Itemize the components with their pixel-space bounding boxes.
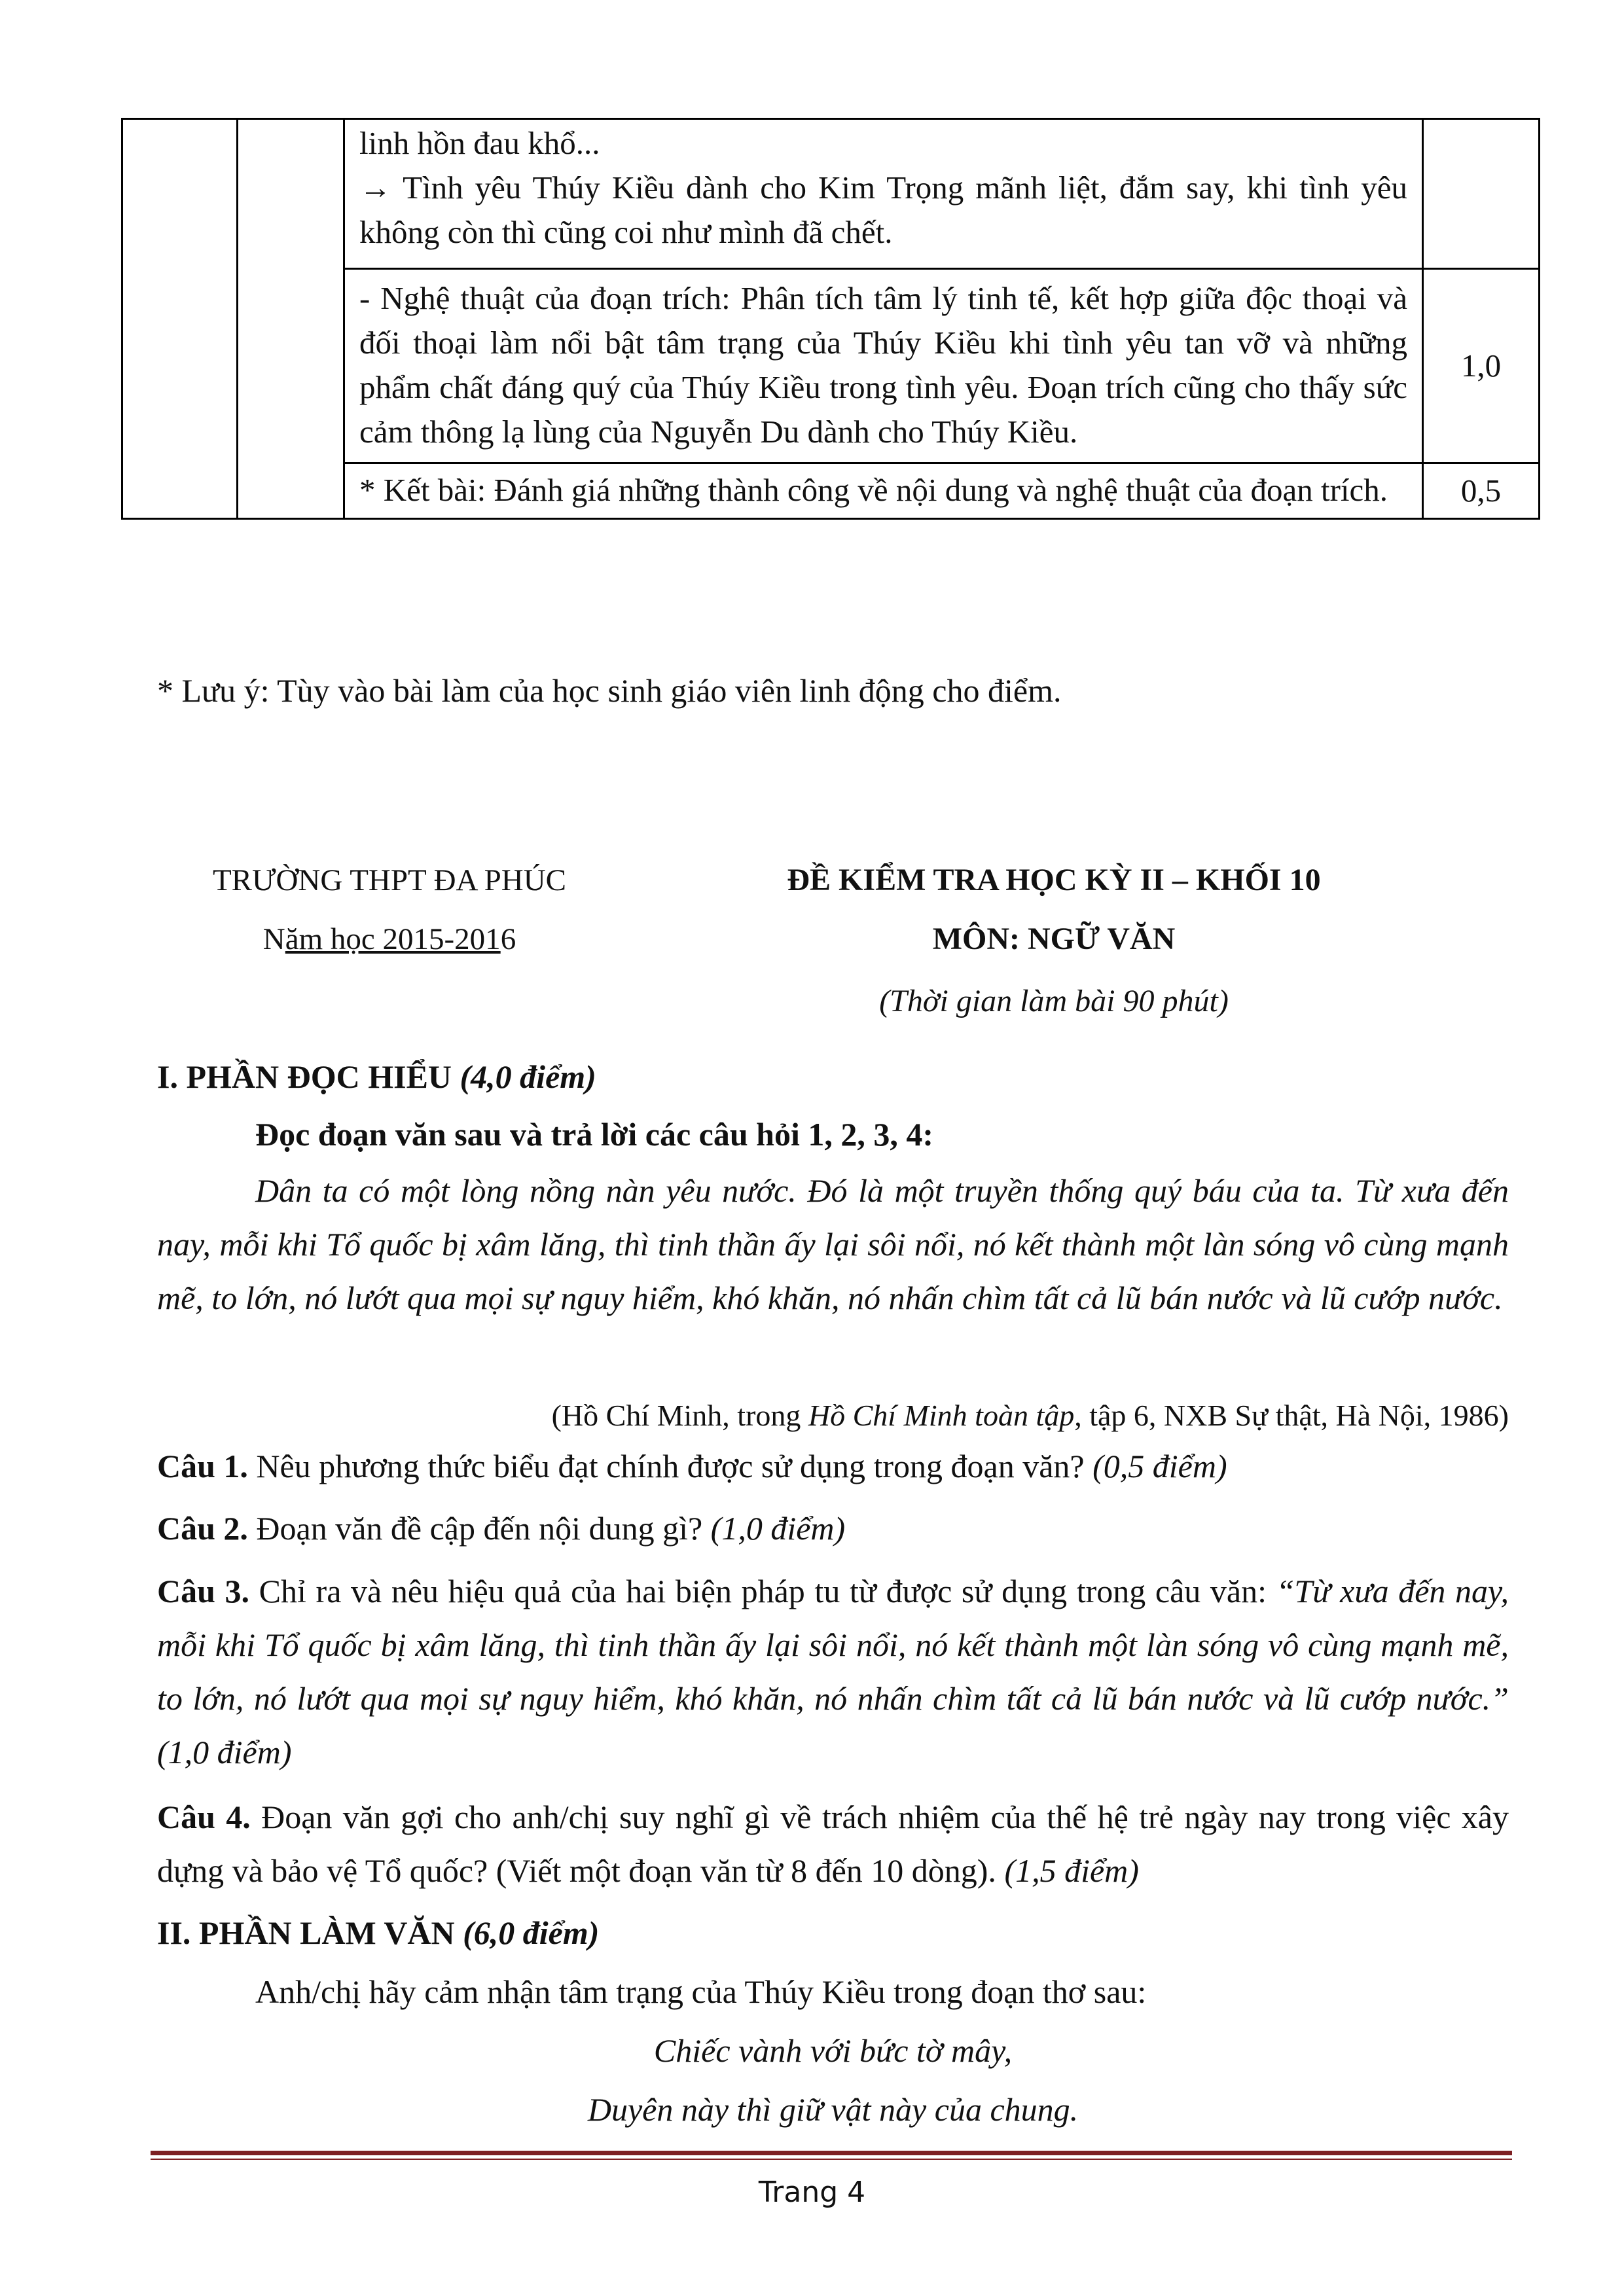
table-cell-part — [122, 119, 238, 519]
source-book: Hồ Chí Minh toàn tập — [808, 1399, 1075, 1432]
poem-line: Duyên này thì giữ vật này của chung. — [587, 2091, 1079, 2128]
section2-label: II. PHẦN LÀM VĂN — [157, 1914, 463, 1951]
section1-points: (4,0 điểm) — [460, 1058, 596, 1095]
table-cell-content — [344, 463, 1423, 519]
reading-instruction: Đọc đoạn văn sau và trả lời các câu hỏi 1, 2, 3, 4: — [255, 1116, 934, 1153]
question-1 — [157, 1443, 1227, 1489]
year-prefix: N — [262, 922, 285, 956]
page-number: Trang 4 — [758, 2176, 866, 2209]
grading-table — [121, 118, 1540, 520]
question-text: Chỉ ra và nêu hiệu quả của hai biện pháp tu từ được sử dụng trong câu văn: — [249, 1573, 1276, 1609]
school-name: TRƯỜNG THPT ĐA PHÚC — [212, 863, 567, 897]
question-text: Nêu phương thức biểu đạt chính được sử dụng trong đoạn văn? — [247, 1448, 1093, 1484]
table-cell-score: 0,5 — [1423, 463, 1540, 519]
question-3 — [157, 1564, 1509, 1779]
section1-label: I. PHẦN ĐỌC HIỂU — [157, 1058, 460, 1095]
question-text: Đoạn văn gợi cho anh/chị suy nghĩ gì về trách nhiệm của thế hệ trẻ ngày nay trong việc xây dựng và bảo vệ Tổ quốc? (Viết một đoạn văn từ 8 đến 10 dòng). — [157, 1799, 1509, 1889]
question-2 — [157, 1505, 845, 1551]
question-4 — [157, 1790, 1509, 1897]
question-points: (1,0 điểm) — [710, 1510, 846, 1547]
reading-passage: Dân ta có một lòng nồng nàn yêu nước. Đó là một truyền thống quý báu của ta. Từ xưa đến nay, mỗi khi Tổ quốc bị xâm lăng, thì tinh thần ấy lại sôi nổi, nó kết thành một làn sóng vô cùng mạnh mẽ, to lớn, nó lướt qua mọi sự nguy hiểm, khó khăn, nó nhấn chìm tất cả lũ bán nước và lũ cướp nước. — [157, 1172, 1509, 1316]
question-points: (1,0 điểm) — [157, 1734, 292, 1770]
year-suffix: 6 — [500, 922, 516, 956]
table-cell-score — [1423, 119, 1540, 269]
footer-rule — [151, 2151, 1512, 2155]
content-line: → Tình yêu Thúy Kiều dành cho Kim Trọng mãnh liệt, đắm say, khi tình yêu không còn thì cũng coi như mình đã chết. — [359, 170, 1408, 250]
passage-source — [458, 1393, 1509, 1439]
source-post: , tập 6, NXB Sự thật, Hà Nội, 1986) — [1074, 1399, 1509, 1432]
content-line: - Nghệ thuật của đoạn trích: Phân tích tâm lý tinh tế, kết hợp giữa độc thoại và đối thoại làm nổi bật tâm trạng của Thúy Kiều khi tình yêu tan vỡ và những phẩm chất đáng quý của Thúy Kiều trong tình yêu. Đoạn trích cũng cho thấy sức cảm thông lạ lùng của Nguyễn Du dành cho Thúy Kiều. — [359, 280, 1408, 450]
footer-rule-thin — [151, 2159, 1512, 2160]
content-line: * Kết bài: Đánh giá những thành công về nội dung và nghệ thuật của đoạn trích. — [359, 472, 1388, 508]
question-label: Câu 1. — [157, 1448, 248, 1484]
table-cell-content — [344, 119, 1423, 269]
question-text: Đoạn văn đề cập đến nội dung gì? — [247, 1510, 711, 1547]
section2-title — [157, 1910, 599, 1956]
question-quote: “Từ xưa đến nay, mỗi khi Tổ quốc bị xâm lăng, thì tinh thần ấy lại sôi nổi, nó kết thành một làn sóng vô cùng mạnh mẽ, to lớn, nó lướt qua mọi sự nguy hiểm, khó khăn, nó nhấn chìm tất cả lũ bán nước và lũ cướp nước.” — [157, 1573, 1509, 1717]
school-year — [180, 916, 599, 962]
section2-points: (6,0 điểm) — [463, 1914, 600, 1951]
writing-prompt: Anh/chị hãy cảm nhận tâm trạng của Thúy Kiều trong đoạn thơ sau: — [255, 1973, 1147, 2010]
question-points: (0,5 điểm) — [1092, 1448, 1227, 1484]
exam-subject: MÔN: NGỮ VĂN — [932, 922, 1176, 956]
question-points: (1,5 điểm) — [1004, 1852, 1139, 1889]
section1-title — [157, 1054, 596, 1100]
table-cell-score: 1,0 — [1423, 269, 1540, 463]
question-label: Câu 3. — [157, 1573, 250, 1609]
question-label: Câu 2. — [157, 1510, 248, 1547]
table-row — [122, 119, 1540, 269]
exam-time: (Thời gian làm bài 90 phút) — [879, 984, 1229, 1018]
year-underlined: ăm học 2015-201 — [285, 922, 501, 956]
question-label: Câu 4. — [157, 1799, 251, 1835]
content-line: linh hồn đau khổ... — [359, 125, 600, 161]
source-pre: (Hồ Chí Minh, trong — [551, 1399, 808, 1432]
poem-line: Chiếc vành với bức tờ mây, — [653, 2032, 1013, 2069]
table-cell-question — [238, 119, 344, 519]
grading-note: * Lưu ý: Tùy vào bài làm của học sinh giáo viên linh động cho điểm. — [157, 672, 1062, 709]
table-cell-content — [344, 269, 1423, 463]
exam-title: ĐỀ KIỂM TRA HỌC KỲ II – KHỐI 10 — [787, 863, 1321, 897]
